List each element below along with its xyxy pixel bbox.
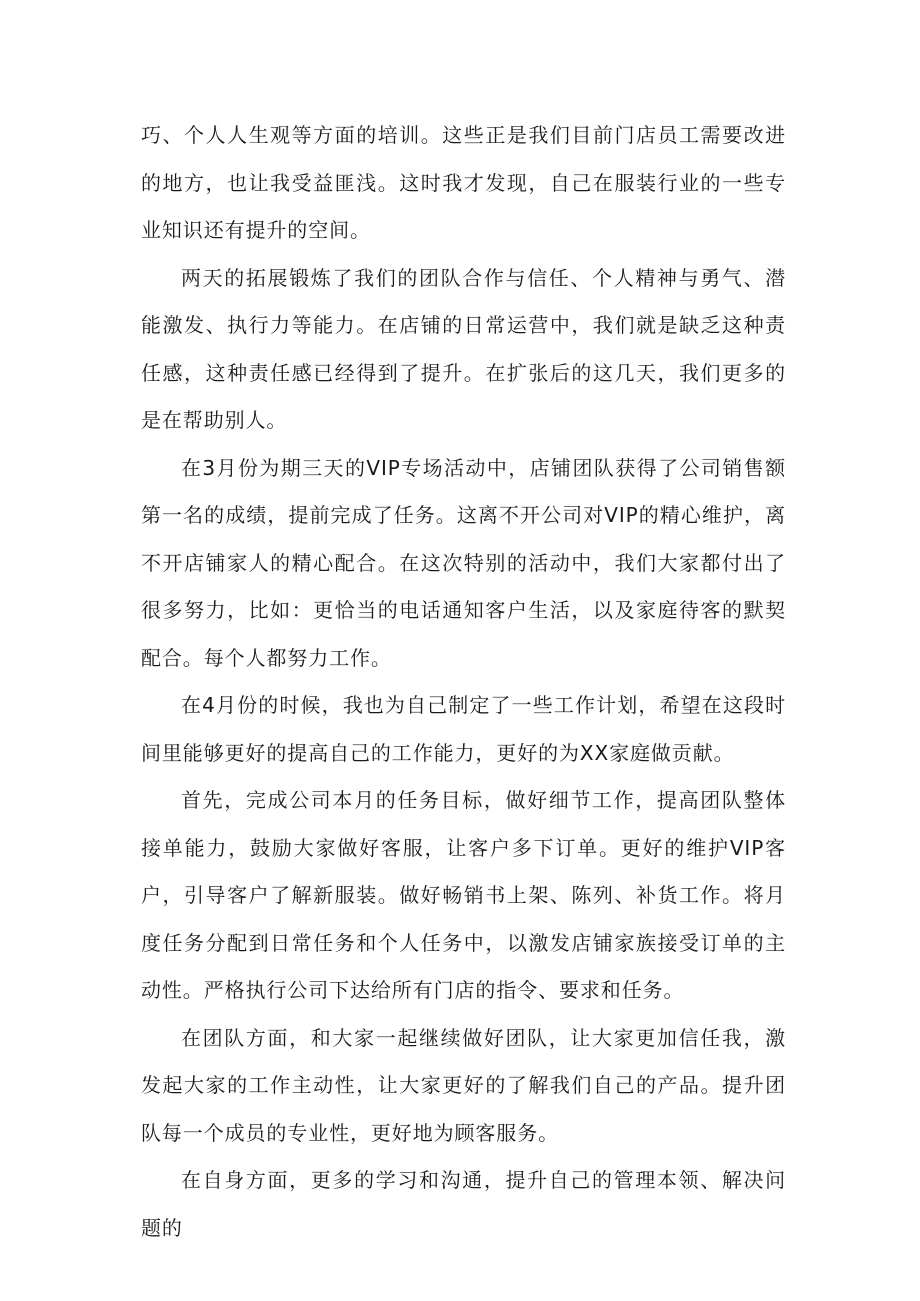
paragraph-6: 在团队方面，和大家一起继续做好团队，让大家更加信任我，激发起大家的工作主动性，让大家更好的了解我们自己的产品。提升团队每一个成员的专业性，更好地为顾客服务。 xyxy=(141,1025,786,1145)
paragraph-4: 在4月份的时候，我也为自己制定了一些工作计划，希望在这段时间里能够更好的提高自己的工作能力，更好的为XX家庭做贡献。 xyxy=(141,693,786,765)
paragraph-2: 两天的拓展锻炼了我们的团队合作与信任、个人精神与勇气、潜能激发、执行力等能力。在店铺的日常运营中，我们就是缺乏这种责任感，这种责任感已经得到了提升。在扩张后的这几天，我们更多的是在帮助别人。 xyxy=(141,265,786,432)
document-body xyxy=(141,112,786,1252)
paragraph-7: 在自身方面，更多的学习和沟通，提升自己的管理本领、解决问题的 xyxy=(141,1168,786,1240)
paragraph-3: 在3月份为期三天的VIP专场活动中，店铺团队获得了公司销售额第一名的成绩，提前完成了任务。这离不开公司对VIP的精心维护，离不开店铺家人的精心配合。在这次特别的活动中，我们大家都付出了很多努力，比如：更恰当的电话通知客户生活，以及家庭待客的默契配合。每个人都努力工作。 xyxy=(141,455,786,670)
paragraph-5: 首先，完成公司本月的任务目标，做好细节工作，提高团队整体接单能力，鼓励大家做好客服，让客户多下订单。更好的维护VIP客户，引导客户了解新服装。做好畅销书上架、陈列、补货工作。将月度任务分配到日常任务和个人任务中，以激发店铺家族接受订单的主动性。严格执行公司下达给所有门店的指令、要求和任务。 xyxy=(141,788,786,1002)
paragraph-1: 巧、个人人生观等方面的培训。这些正是我们目前门店员工需要改进的地方，也让我受益匪浅。这时我才发现，自己在服装行业的一些专业知识还有提升的空间。 xyxy=(141,123,786,242)
